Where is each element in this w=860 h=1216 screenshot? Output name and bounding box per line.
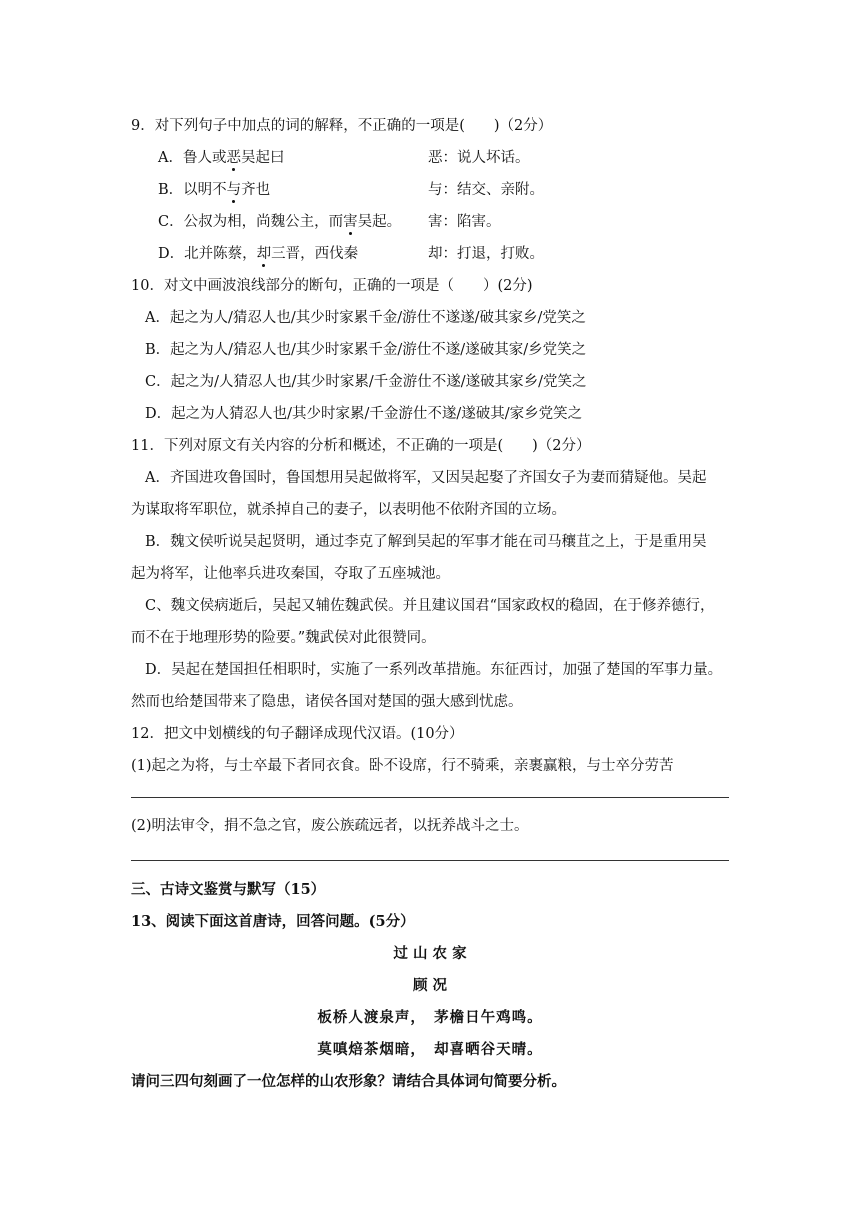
q11-option-b-line2: 起为将军，让他率兵进攻秦国，夺取了五座城池。 [131,566,450,582]
q9-option-d [158,244,358,264]
q12-stem: 12．把文中划横线的句子翻译成现代汉语。(10分） [131,726,464,742]
q10-stem: 10．对文中画波浪线部分的断句，正确的一项是（ ）(2分) [131,278,533,294]
q12-sentence-2: (2)明法审令，捐不急之官，废公族疏远者，以抚养战斗之士。 [131,818,529,834]
q10-option-b: B．起之为人/猜忍人也/其少时家累千金/游仕不遂/遂破其家/乡党笑之 [145,342,587,358]
poem-line-1: 板桥人渡泉声， 茅檐日午鸡鸣。 [317,1009,543,1026]
q9-option-c-letter: C． [158,214,184,230]
q9-option-b-dotted-word: 与 [226,182,242,198]
poem-author: 顾 况 [412,977,448,994]
poem-line-2: 莫嗔焙茶烟暗， 却喜晒谷天晴。 [317,1041,543,1058]
q9-option-a-gloss: 恶：说人坏话。 [428,150,530,166]
q9-option-d-dotted-word: 却 [256,246,272,262]
q9-option-a-post: 吴起曰 [240,150,285,166]
q9-option-d-post: 三晋，西伐秦 [271,246,359,262]
q9-option-a-dotted-word: 恶 [226,150,241,166]
q11-option-a-line2: 为谋取将军职位，就杀掉自己的妻子，以表明他不依附齐国的立场。 [131,502,566,518]
q9-option-b-gloss: 与：结交、亲附。 [428,182,544,198]
q9-stem: 9．对下列句子中加点的词的解释，不正确的一项是( )（2分） [131,118,553,134]
q11-option-a-line1: A．齐国进攻鲁国时，鲁国想用吴起做将军，又因吴起娶了齐国女子为妻而猜疑他。吴起 [145,470,707,486]
q9-option-c [158,212,401,232]
q9-option-c-pre: 公叔为相，尚魏公主，而 [183,214,344,230]
q12-answer-line-1 [131,797,729,798]
section-3-heading: 三、古诗文鉴赏与默写（15） [131,881,326,898]
q9-option-c-gloss: 害：陷害。 [428,214,501,230]
q9-option-a-letter: A． [158,150,183,166]
q11-stem: 11．下列对原文有关内容的分析和概述，不正确的一项是( )（2分） [131,438,591,454]
q9-option-b-pre: 以明不 [183,182,227,198]
q9-option-b [158,180,270,200]
q12-sentence-1: (1)起之为将，与士卒最下者同衣食。卧不设席，行不骑乘，亲裹赢粮，与士卒分劳苦 [131,758,674,774]
q9-option-d-letter: D． [158,246,185,262]
q9-option-c-dotted-word: 害 [343,214,358,230]
q9-option-b-letter: B． [158,182,184,198]
q13-question: 请问三四句刻画了一位怎样的山农形象？请结合具体词句简要分析。 [131,1073,566,1090]
q10-option-a: A．起之为人/猜忍人也/其少时家累千金/游仕不遂遂/破其家乡/党笑之 [145,310,586,326]
q12-answer-line-2 [131,860,729,861]
poem-title: 过 山 农 家 [393,945,467,962]
q9-option-b-post: 齐也 [241,182,271,198]
q11-option-d-line2: 然而也给楚国带来了隐患，诸侯各国对楚国的强大感到忧虑。 [131,694,523,710]
q11-option-c-line1: C、魏文侯病逝后，吴起又辅佐魏武侯。并且建议国君“国家政权的稳固，在于修养德行， [145,598,715,614]
q9-option-c-post: 吴起。 [357,214,402,230]
q9-option-a [158,148,284,168]
q9-option-d-gloss: 却：打退，打败。 [428,246,544,262]
q13-stem: 13、阅读下面这首唐诗，回答问题。(5分） [131,913,415,930]
q10-option-c: C．起之为/人猜忍人也/其少时家累/千金游仕不遂/遂破其家乡/党笑之 [145,374,587,390]
q11-option-c-line2: 而不在于地理形势的险要。”魏武侯对此很赞同。 [131,630,436,646]
q10-option-d: D．起之为人猜忍人也/其少时家累/千金游仕不遂/遂破其/家乡党笑之 [145,406,583,422]
q9-option-d-pre: 北并陈蔡， [184,246,257,262]
q11-option-d-line1: D．吴起在楚国担任相职时，实施了一系列改革措施。东征西讨，加强了楚国的军事力量。 [145,662,723,678]
q11-option-b-line1: B．魏文侯听说吴起贤明，通过李克了解到吴起的军事才能在司马穰苴之上，于是重用吴 [145,534,707,550]
q9-option-a-pre: 鲁人或 [182,150,227,166]
